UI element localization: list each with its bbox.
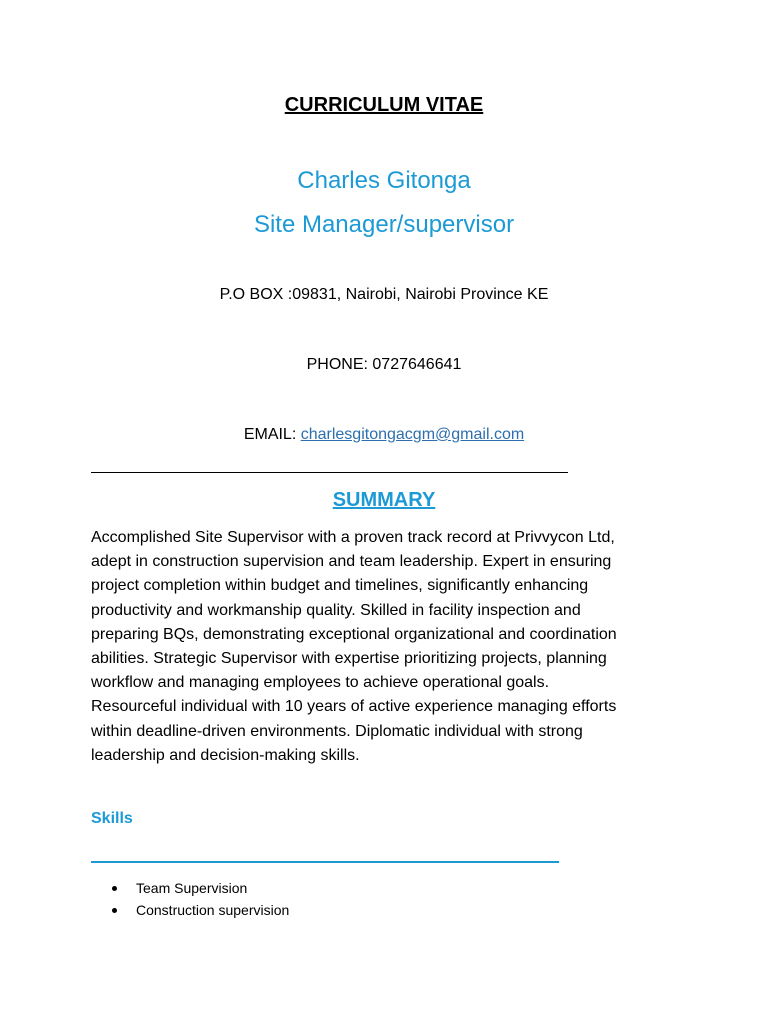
summary-line: Resourceful individual with 10 years of active experience managing efforts [91,698,617,716]
skills-heading: Skills [91,810,133,827]
summary-line: leadership and decision-making skills. [91,746,360,764]
skill-label: Team Supervision [136,880,248,896]
email-link[interactable]: charlesgitongacgm@gmail.com [300,426,525,443]
summary-line: workflow and managing employees to achieve operational goals. [91,674,550,692]
candidate-name: Charles Gitonga [297,167,471,194]
summary-line: adept in construction supervision and team leadership. Expert in ensuring [91,553,612,571]
email-label: EMAIL: [243,426,301,443]
contact-address: P.O BOX :09831, Nairobi, Nairobi Province KE [219,286,549,303]
summary-paragraph [91,526,681,768]
bullet-icon [112,886,117,891]
skill-label: Construction supervision [136,902,290,918]
bullet-icon [112,908,117,913]
candidate-role: Site Manager/supervisor [253,211,515,238]
list-item [91,878,289,900]
contact-email [0,426,768,444]
summary-line: productivity and workmanship quality. Skilled in facility inspection and [91,601,581,619]
summary-line: Accomplished Site Supervisor with a proven track record at Privvycon Ltd, [91,529,615,546]
document-title: CURRICULUM VITAE [284,94,484,116]
contact-phone: PHONE: 0727646641 [306,356,462,373]
summary-line: preparing BQs, demonstrating exceptional organizational and coordination [91,625,617,643]
summary-line: abilities. Strategic Supervisor with expertise prioritizing projects, planning [91,650,607,668]
summary-heading: SUMMARY [332,489,436,511]
summary-line: within deadline-driven environments. Diplomatic individual with strong [91,722,583,740]
list-item [91,900,289,922]
section-divider [91,472,568,473]
skills-divider [91,861,559,863]
skills-list [91,878,289,922]
summary-line: project completion within budget and timelines, significantly enhancing [91,577,589,595]
